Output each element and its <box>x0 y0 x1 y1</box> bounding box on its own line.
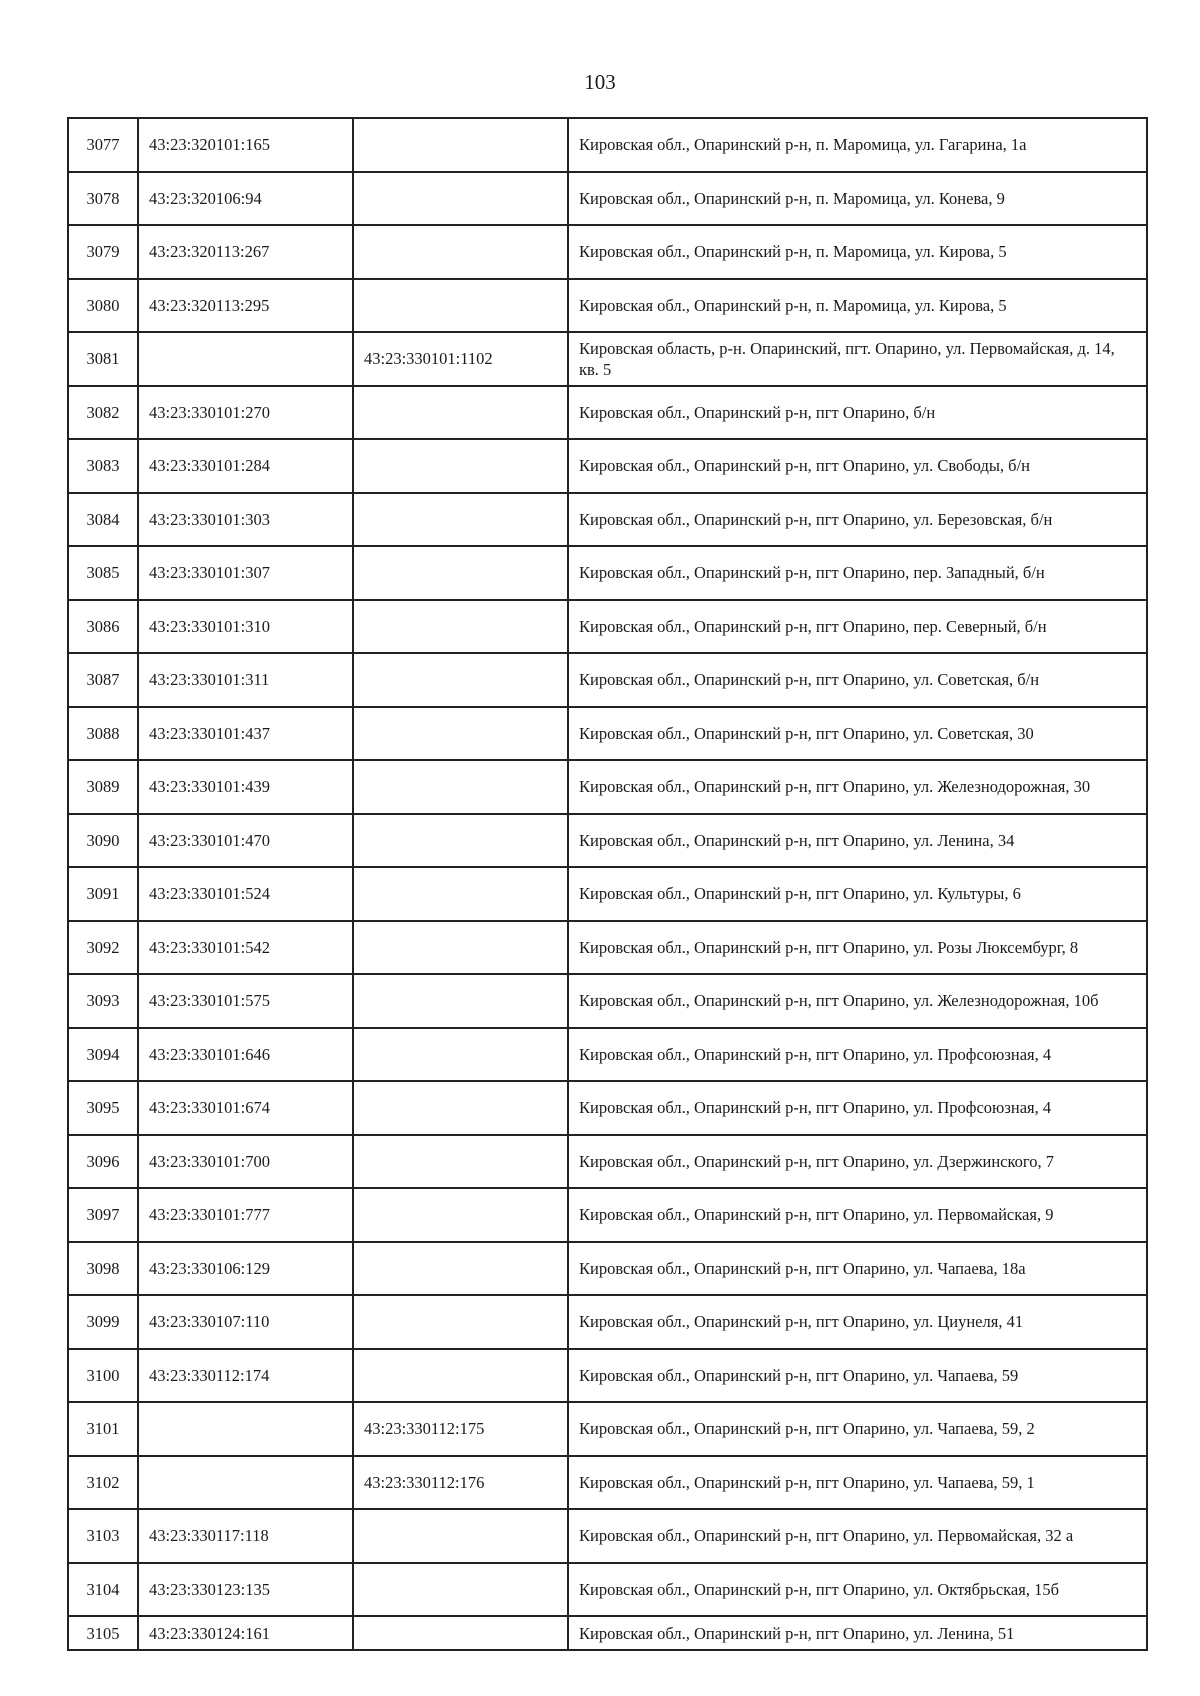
secondary-cadastral-number-cell <box>353 1616 568 1650</box>
address-cell: Кировская обл., Опаринский р-н, пгт Опарино, ул. Чапаева, 59, 2 <box>568 1402 1147 1456</box>
cadastral-number-cell: 43:23:330101:284 <box>138 439 353 493</box>
cadastral-number-cell: 43:23:330101:437 <box>138 707 353 761</box>
page-number: 103 <box>584 70 616 94</box>
cadastral-number-cell: 43:23:330124:161 <box>138 1616 353 1650</box>
address-cell: Кировская обл., Опаринский р-н, пгт Опарино, ул. Ленина, 34 <box>568 814 1147 868</box>
address-cell: Кировская обл., Опаринский р-н, пгт Опарино, ул. Чапаева, 59, 1 <box>568 1456 1147 1510</box>
cadastral-number-cell: 43:23:330101:575 <box>138 974 353 1028</box>
secondary-cadastral-number-cell: 43:23:330112:175 <box>353 1402 568 1456</box>
row-number-cell: 3092 <box>68 921 138 975</box>
table-row <box>68 439 1147 493</box>
secondary-cadastral-number-cell <box>353 546 568 600</box>
secondary-cadastral-number-cell <box>353 867 568 921</box>
row-number-cell: 3085 <box>68 546 138 600</box>
cadastral-number-cell: 43:23:330101:470 <box>138 814 353 868</box>
cadastral-number-cell: 43:23:330101:646 <box>138 1028 353 1082</box>
table-row <box>68 386 1147 440</box>
table-row <box>68 493 1147 547</box>
table-row <box>68 707 1147 761</box>
row-number-cell: 3078 <box>68 172 138 226</box>
row-number-cell: 3086 <box>68 600 138 654</box>
table-row <box>68 1028 1147 1082</box>
row-number-cell: 3081 <box>68 332 138 386</box>
address-cell: Кировская обл., Опаринский р-н, пгт Опарино, ул. Первомайская, 32 а <box>568 1509 1147 1563</box>
address-cell: Кировская обл., Опаринский р-н, п. Маромица, ул. Гагарина, 1а <box>568 118 1147 172</box>
row-number-cell: 3077 <box>68 118 138 172</box>
table-row <box>68 546 1147 600</box>
cadastral-number-cell: 43:23:330117:118 <box>138 1509 353 1563</box>
row-number-cell: 3098 <box>68 1242 138 1296</box>
row-number-cell: 3104 <box>68 1563 138 1617</box>
row-number-cell: 3080 <box>68 279 138 333</box>
secondary-cadastral-number-cell <box>353 439 568 493</box>
table-row <box>68 332 1147 386</box>
row-number-cell: 3082 <box>68 386 138 440</box>
secondary-cadastral-number-cell <box>353 1081 568 1135</box>
row-number-cell: 3105 <box>68 1616 138 1650</box>
table-row <box>68 279 1147 333</box>
address-cell: Кировская обл., Опаринский р-н, п. Маромица, ул. Конева, 9 <box>568 172 1147 226</box>
address-cell: Кировская обл., Опаринский р-н, пгт Опарино, пер. Северный, б/н <box>568 600 1147 654</box>
row-number-cell: 3102 <box>68 1456 138 1510</box>
cadastral-number-cell: 43:23:330101:270 <box>138 386 353 440</box>
cadastral-number-cell: 43:23:330101:542 <box>138 921 353 975</box>
address-cell: Кировская обл., Опаринский р-н, пгт Опарино, ул. Советская, 30 <box>568 707 1147 761</box>
address-cell: Кировская обл., Опаринский р-н, пгт Опарино, б/н <box>568 386 1147 440</box>
cadastral-number-cell: 43:23:320106:94 <box>138 172 353 226</box>
cadastral-number-cell: 43:23:330101:303 <box>138 493 353 547</box>
address-cell: Кировская обл., Опаринский р-н, пгт Опарино, ул. Первомайская, 9 <box>568 1188 1147 1242</box>
secondary-cadastral-number-cell: 43:23:330112:176 <box>353 1456 568 1510</box>
table-row <box>68 867 1147 921</box>
row-number-cell: 3084 <box>68 493 138 547</box>
secondary-cadastral-number-cell <box>353 707 568 761</box>
secondary-cadastral-number-cell <box>353 1563 568 1617</box>
table-row <box>68 814 1147 868</box>
row-number-cell: 3091 <box>68 867 138 921</box>
row-number-cell: 3099 <box>68 1295 138 1349</box>
cadastral-table <box>67 117 1148 1651</box>
address-cell: Кировская обл., Опаринский р-н, пгт Опарино, ул. Железнодорожная, 30 <box>568 760 1147 814</box>
table-row <box>68 1349 1147 1403</box>
secondary-cadastral-number-cell <box>353 1135 568 1189</box>
secondary-cadastral-number-cell <box>353 1028 568 1082</box>
address-cell: Кировская обл., Опаринский р-н, пгт Опарино, пер. Западный, б/н <box>568 546 1147 600</box>
secondary-cadastral-number-cell <box>353 760 568 814</box>
address-cell: Кировская обл., Опаринский р-н, пгт Опарино, ул. Чапаева, 18а <box>568 1242 1147 1296</box>
row-number-cell: 3088 <box>68 707 138 761</box>
row-number-cell: 3083 <box>68 439 138 493</box>
table-row <box>68 118 1147 172</box>
address-cell: Кировская обл., Опаринский р-н, пгт Опарино, ул. Березовская, б/н <box>568 493 1147 547</box>
table-row <box>68 1509 1147 1563</box>
row-number-cell: 3079 <box>68 225 138 279</box>
row-number-cell: 3097 <box>68 1188 138 1242</box>
cadastral-number-cell <box>138 332 353 386</box>
cadastral-number-cell: 43:23:330101:777 <box>138 1188 353 1242</box>
address-cell: Кировская обл., Опаринский р-н, пгт Опарино, ул. Чапаева, 59 <box>568 1349 1147 1403</box>
address-cell: Кировская обл., Опаринский р-н, пгт Опарино, ул. Советская, б/н <box>568 653 1147 707</box>
secondary-cadastral-number-cell <box>353 225 568 279</box>
address-cell: Кировская обл., Опаринский р-н, пгт Опарино, ул. Железнодорожная, 10б <box>568 974 1147 1028</box>
cadastral-number-cell: 43:23:330101:310 <box>138 600 353 654</box>
address-cell: Кировская область, р-н. Опаринский, пгт. Опарино, ул. Первомайская, д. 14, кв. 5 <box>568 332 1147 386</box>
row-number-cell: 3093 <box>68 974 138 1028</box>
secondary-cadastral-number-cell <box>353 1295 568 1349</box>
table-row <box>68 225 1147 279</box>
cadastral-number-cell: 43:23:330101:674 <box>138 1081 353 1135</box>
secondary-cadastral-number-cell <box>353 172 568 226</box>
table-row <box>68 1081 1147 1135</box>
secondary-cadastral-number-cell <box>353 974 568 1028</box>
table-row <box>68 1456 1147 1510</box>
cadastral-number-cell: 43:23:330101:700 <box>138 1135 353 1189</box>
table-row <box>68 1135 1147 1189</box>
address-cell: Кировская обл., Опаринский р-н, пгт Опарино, ул. Дзержинского, 7 <box>568 1135 1147 1189</box>
cadastral-number-cell: 43:23:320113:295 <box>138 279 353 333</box>
table-row <box>68 921 1147 975</box>
address-cell: Кировская обл., Опаринский р-н, п. Маромица, ул. Кирова, 5 <box>568 279 1147 333</box>
secondary-cadastral-number-cell <box>353 118 568 172</box>
address-cell: Кировская обл., Опаринский р-н, пгт Опарино, ул. Розы Люксембург, 8 <box>568 921 1147 975</box>
table-row <box>68 1295 1147 1349</box>
cadastral-number-cell: 43:23:320113:267 <box>138 225 353 279</box>
table-row <box>68 1616 1147 1650</box>
table-row <box>68 172 1147 226</box>
table-body <box>68 118 1147 1650</box>
cadastral-number-cell: 43:23:320101:165 <box>138 118 353 172</box>
row-number-cell: 3096 <box>68 1135 138 1189</box>
address-cell: Кировская обл., Опаринский р-н, пгт Опарино, ул. Циунеля, 41 <box>568 1295 1147 1349</box>
address-cell: Кировская обл., Опаринский р-н, пгт Опарино, ул. Свободы, б/н <box>568 439 1147 493</box>
table-row <box>68 600 1147 654</box>
address-cell: Кировская обл., Опаринский р-н, пгт Опарино, ул. Профсоюзная, 4 <box>568 1028 1147 1082</box>
row-number-cell: 3103 <box>68 1509 138 1563</box>
cadastral-number-cell: 43:23:330101:439 <box>138 760 353 814</box>
secondary-cadastral-number-cell: 43:23:330101:1102 <box>353 332 568 386</box>
table-row <box>68 760 1147 814</box>
table-row <box>68 1563 1147 1617</box>
cadastral-number-cell: 43:23:330123:135 <box>138 1563 353 1617</box>
row-number-cell: 3101 <box>68 1402 138 1456</box>
address-cell: Кировская обл., Опаринский р-н, пгт Опарино, ул. Октябрьская, 15б <box>568 1563 1147 1617</box>
cadastral-number-cell: 43:23:330107:110 <box>138 1295 353 1349</box>
table-row <box>68 653 1147 707</box>
secondary-cadastral-number-cell <box>353 921 568 975</box>
secondary-cadastral-number-cell <box>353 600 568 654</box>
secondary-cadastral-number-cell <box>353 1349 568 1403</box>
row-number-cell: 3087 <box>68 653 138 707</box>
cadastral-number-cell: 43:23:330101:307 <box>138 546 353 600</box>
secondary-cadastral-number-cell <box>353 279 568 333</box>
address-cell: Кировская обл., Опаринский р-н, пгт Опарино, ул. Ленина, 51 <box>568 1616 1147 1650</box>
cadastral-number-cell: 43:23:330112:174 <box>138 1349 353 1403</box>
secondary-cadastral-number-cell <box>353 1188 568 1242</box>
row-number-cell: 3100 <box>68 1349 138 1403</box>
cadastral-number-cell: 43:23:330106:129 <box>138 1242 353 1296</box>
secondary-cadastral-number-cell <box>353 493 568 547</box>
row-number-cell: 3094 <box>68 1028 138 1082</box>
table-row <box>68 974 1147 1028</box>
table-row <box>68 1242 1147 1296</box>
address-cell: Кировская обл., Опаринский р-н, п. Маромица, ул. Кирова, 5 <box>568 225 1147 279</box>
row-number-cell: 3095 <box>68 1081 138 1135</box>
secondary-cadastral-number-cell <box>353 1242 568 1296</box>
row-number-cell: 3089 <box>68 760 138 814</box>
cadastral-number-cell: 43:23:330101:311 <box>138 653 353 707</box>
table-row <box>68 1188 1147 1242</box>
cadastral-number-cell: 43:23:330101:524 <box>138 867 353 921</box>
cadastral-number-cell <box>138 1402 353 1456</box>
secondary-cadastral-number-cell <box>353 386 568 440</box>
secondary-cadastral-number-cell <box>353 814 568 868</box>
secondary-cadastral-number-cell <box>353 1509 568 1563</box>
row-number-cell: 3090 <box>68 814 138 868</box>
secondary-cadastral-number-cell <box>353 653 568 707</box>
table-row <box>68 1402 1147 1456</box>
address-cell: Кировская обл., Опаринский р-н, пгт Опарино, ул. Профсоюзная, 4 <box>568 1081 1147 1135</box>
address-cell: Кировская обл., Опаринский р-н, пгт Опарино, ул. Культуры, 6 <box>568 867 1147 921</box>
cadastral-number-cell <box>138 1456 353 1510</box>
